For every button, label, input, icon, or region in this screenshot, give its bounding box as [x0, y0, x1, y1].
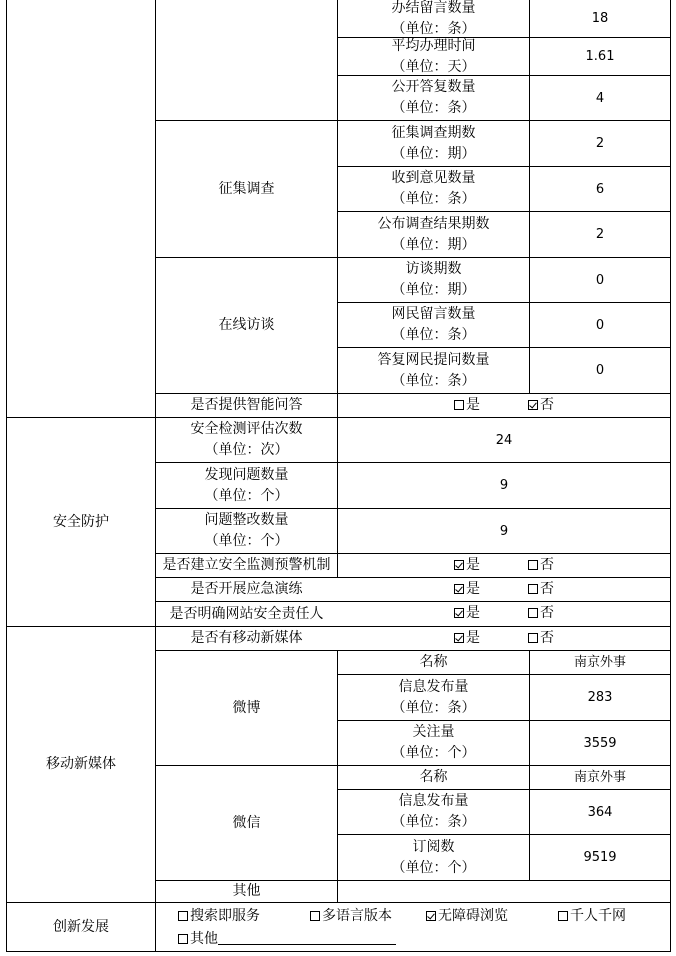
- interview-title: 在线访谈: [218, 317, 275, 333]
- weibo-name-label: 名称: [419, 654, 448, 670]
- weibo-title: 微博: [232, 699, 261, 716]
- label-security-assessments: 安全检测评估次数 （单位：次）: [190, 421, 303, 458]
- value-weixin-posts: 364: [587, 804, 613, 820]
- value-messages-handled: 18: [591, 11, 609, 26]
- checkbox-checked-icon[interactable]: [454, 560, 464, 570]
- owner-no-option[interactable]: 否: [528, 602, 554, 624]
- label-survey-periods: 征集调查期数 （单位：期）: [391, 124, 476, 162]
- checkbox-checked-icon[interactable]: [426, 911, 436, 921]
- value-issues-fixed: 9: [499, 523, 509, 539]
- drill-yes-option[interactable]: 是: [454, 578, 480, 600]
- innovation-title: 创新发展: [53, 918, 109, 935]
- weixin-name-label: 名称: [419, 769, 448, 785]
- label-messages-handled: 办结留言数量 （单位：条）: [391, 0, 476, 37]
- label-weixin-subscribers: 订阅数 （单位：个）: [391, 838, 476, 876]
- checkbox-unchecked-icon[interactable]: [528, 560, 538, 570]
- mobile-yes-option[interactable]: 是: [454, 627, 480, 649]
- value-weibo-followers: 3559: [583, 735, 617, 751]
- checkbox-unchecked-icon[interactable]: [528, 633, 538, 643]
- weixin-name-value: 南京外事: [573, 770, 626, 785]
- value-replies-to-questions: 0: [595, 363, 605, 378]
- table-border-right: [670, 0, 671, 952]
- checkbox-unchecked-icon[interactable]: [178, 911, 188, 921]
- smart-qa-yes-option[interactable]: 是: [454, 394, 480, 416]
- mobile-no-option[interactable]: 否: [528, 627, 554, 649]
- label-monitoring-mechanism: 是否建立安全监测预警机制: [162, 557, 331, 573]
- label-smart-qa: 是否提供智能问答: [190, 397, 303, 413]
- label-other-media: 其他: [232, 883, 261, 899]
- value-interview-periods: 0: [595, 272, 605, 288]
- value-public-replies: 4: [595, 90, 605, 106]
- value-survey-periods: 2: [595, 136, 605, 151]
- survey-title: 征集调查: [218, 180, 275, 197]
- checkbox-unchecked-icon[interactable]: [558, 911, 568, 921]
- value-opinions-received: 6: [595, 181, 605, 197]
- drill-no-option[interactable]: 否: [528, 578, 554, 600]
- value-issues-found: 9: [499, 478, 509, 493]
- label-weibo-posts: 信息发布量 （单位：条）: [391, 678, 476, 716]
- label-issues-fixed: 问题整改数量 （单位：个）: [204, 512, 289, 549]
- table-border-bottom: [6, 951, 671, 952]
- value-netizen-messages: 0: [595, 317, 605, 333]
- value-survey-results-published: 2: [595, 227, 605, 242]
- security-title: 安全防护: [53, 513, 109, 530]
- value-other-media: [338, 881, 670, 902]
- value-weibo-posts: 283: [587, 690, 613, 705]
- label-weixin-posts: 信息发布量 （单位：条）: [391, 793, 476, 830]
- innovation-option-multilingual[interactable]: 多语言版本: [310, 905, 392, 927]
- value-security-assessments: 24: [495, 432, 513, 448]
- mobile-media-title: 移动新媒体: [46, 756, 116, 772]
- weibo-name-value: 南京外事: [573, 655, 626, 670]
- label-has-mobile-media: 是否有移动新媒体: [190, 630, 303, 646]
- label-emergency-drill: 是否开展应急演练: [190, 581, 303, 597]
- innovation-option-personalized[interactable]: 千人千网: [558, 905, 626, 927]
- label-avg-processing-time: 平均办理时间 （单位：天）: [391, 37, 476, 75]
- label-replies-to-questions: 答复网民提问数量 （单位：条）: [377, 351, 490, 389]
- value-weixin-subscribers: 9519: [583, 850, 617, 865]
- monitoring-yes-option[interactable]: 是: [454, 554, 480, 576]
- label-security-owner: 是否明确网站安全责任人: [169, 605, 324, 622]
- label-interview-periods: 访谈期数 （单位：期）: [391, 261, 476, 298]
- checkbox-unchecked-icon[interactable]: [178, 934, 188, 944]
- innovation-option-other[interactable]: 其他: [178, 928, 396, 950]
- value-avg-processing-time: 1.61: [585, 49, 615, 64]
- checkbox-unchecked-icon[interactable]: [528, 584, 538, 594]
- other-fill-blank[interactable]: [218, 930, 396, 945]
- weixin-title: 微信: [232, 814, 261, 831]
- checkbox-checked-icon[interactable]: [454, 584, 464, 594]
- owner-yes-option[interactable]: 是: [454, 602, 480, 624]
- label-opinions-received: 收到意见数量 （单位：条）: [391, 170, 476, 207]
- innovation-option-search-service[interactable]: 搜索即服务: [178, 905, 260, 927]
- label-weibo-followers: 关注量 （单位：个）: [391, 724, 476, 761]
- smart-qa-no-option[interactable]: 否: [528, 394, 554, 416]
- innovation-option-accessibility[interactable]: 无障碍浏览: [426, 905, 508, 927]
- checkbox-checked-icon[interactable]: [454, 608, 464, 618]
- monitoring-no-option[interactable]: 否: [528, 554, 554, 576]
- checkbox-checked-icon[interactable]: [528, 400, 538, 410]
- checkbox-checked-icon[interactable]: [454, 633, 464, 643]
- label-netizen-messages: 网民留言数量 （单位：条）: [391, 306, 476, 343]
- checkbox-unchecked-icon[interactable]: [528, 608, 538, 618]
- checkbox-unchecked-icon[interactable]: [454, 400, 464, 410]
- label-issues-found: 发现问题数量 （单位：个）: [204, 466, 289, 504]
- label-survey-results-published: 公布调查结果期数 （单位：期）: [377, 215, 490, 253]
- label-public-replies: 公开答复数量 （单位：条）: [391, 79, 476, 116]
- checkbox-unchecked-icon[interactable]: [310, 911, 320, 921]
